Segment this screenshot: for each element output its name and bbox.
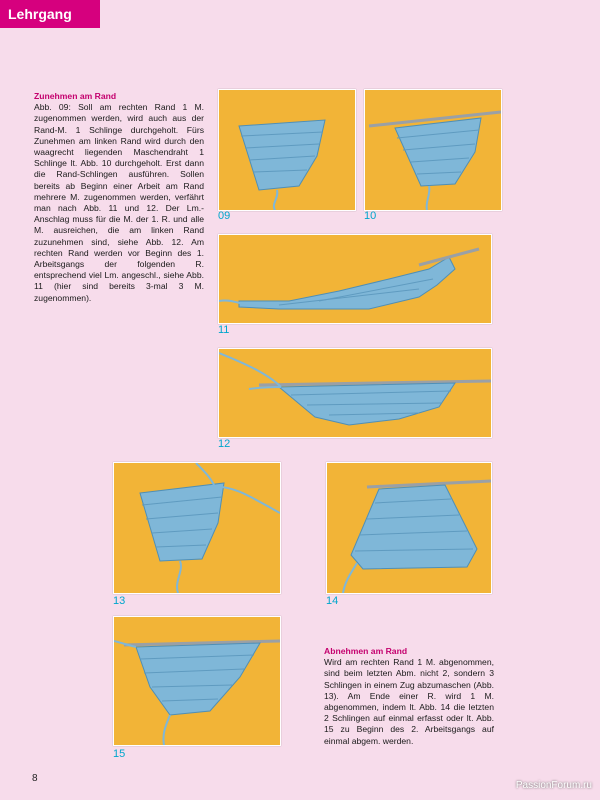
- photo-figure-15: [113, 616, 281, 746]
- increase-body: Abb. 09: Soll am rechten Rand 1 M. zugenommen werden, wird auch aus der Rand-M. 1 Schlinge durchgeholt. Fürs Zunehmen am linken Rand wird durch den waagrecht liegenden Maschendraht 1 Schlinge lt. Abb. 10 durchgeholt. Erst dann die Rand-Schlingen ausführen. Sollen bereits ab Beginn einer Arbeit am Rand mehrere M. zugenommen werden, verfährt man nach Abb. 11 und 12. Der Lm.-Anschlag muss für die M. der 1. R. und alle M. ausreichen, die am linken Rand zuzunehmen sind, siehe Abb. 12. Am rechten Rand werden vor Beginn des 1. Arbeitsgangs der folgenden R. entsprechend viel Lm. angeschl., siehe Abb. 11 (hier sind bereits 3-mal 3 M. zugenommen).: [34, 102, 204, 303]
- photo-figure-12: [218, 348, 492, 438]
- increase-heading: Zunehmen am Rand: [34, 91, 117, 101]
- figure-label-11: 11: [218, 324, 230, 336]
- decrease-text-block: [324, 646, 494, 747]
- watermark: PassionForum.ru: [515, 780, 592, 791]
- decrease-heading: Abnehmen am Rand: [324, 646, 408, 656]
- figure-label-14: 14: [326, 595, 339, 607]
- photo-figure-14: [326, 462, 492, 594]
- photo-figure-13: [113, 462, 281, 594]
- figure-label-13: 13: [113, 595, 126, 607]
- figure-label-15: 15: [113, 748, 126, 760]
- figure-label-09: 09: [218, 210, 231, 222]
- increase-text-block: [34, 91, 204, 304]
- photo-figure-11: [218, 234, 492, 324]
- photo-figure-09: [218, 89, 356, 211]
- decrease-body: Wird am rechten Rand 1 M. abgenommen, sind beim letzten Abm. nicht 2, sondern 3 Schlingen in einem Zug abzumaschen (Abb. 13). Am Ende einer R. wird 1 M. abgenommen, indem lt. Abb. 14 die letzten 2 Schlingen auf einmal erfasst oder lt. Abb. 15 zu Beginn des 2. Arbeitsgangs auf einmal abgem. werden.: [324, 657, 494, 746]
- page-number: 8: [32, 773, 38, 784]
- section-tab: Lehrgang: [0, 0, 100, 28]
- photo-figure-10: [364, 89, 502, 211]
- figure-label-12: 12: [218, 438, 231, 450]
- figure-label-10: 10: [364, 210, 377, 222]
